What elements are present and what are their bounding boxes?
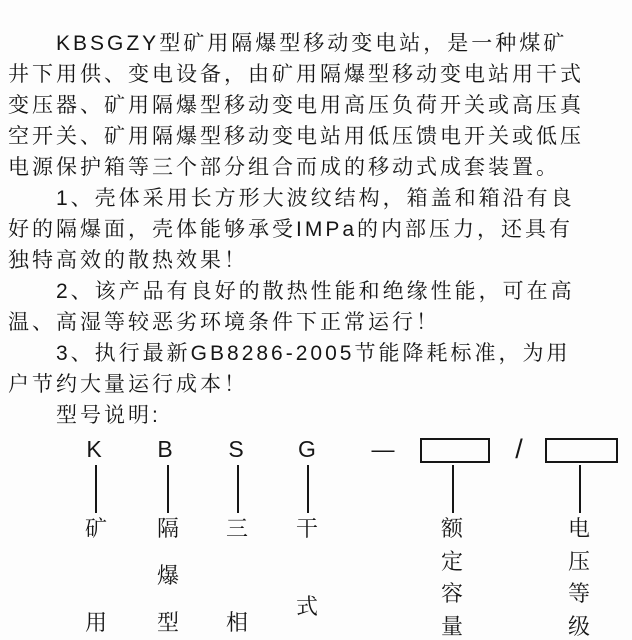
label-rated-capacity: 额 定 容 量	[440, 516, 463, 639]
text-line: 空开关、矿用隔爆型移动变电站用低压馈电开关或低压	[8, 125, 584, 148]
text-line: 变压器、矿用隔爆型移动变电用高压负荷开关或高压真	[8, 94, 584, 117]
model-letter-b: B	[157, 436, 173, 462]
label-voltage-grade: 电 压 等 级	[567, 516, 590, 639]
text-line: 户节约大量运行成本！	[8, 373, 248, 396]
rated-capacity-box	[420, 438, 490, 463]
connector-line-g	[307, 465, 309, 513]
connector-line-k	[95, 465, 97, 513]
connector-line-voltage	[579, 465, 581, 513]
model-letter-g: G	[298, 436, 316, 462]
model-separator-slash: /	[515, 434, 523, 464]
model-letter-s: S	[228, 436, 244, 462]
text-line: KBSGZY型矿用隔爆型移动变电站，是一种煤矿	[56, 32, 568, 55]
text-line: 3、执行最新GB8286-2005节能降耗标准，为用	[56, 342, 571, 365]
text-line: 1、壳体采用长方形大波纹结构，箱盖和箱沿有良	[56, 187, 575, 210]
text-line: 好的隔爆面，壳体能够承受IMPa的内部压力，还具有	[8, 218, 574, 241]
text-line: 电源保护箱等三个部分组合而成的移动式成套装置。	[8, 156, 560, 179]
text-line: 温、高湿等较恶劣环境条件下正常运行！	[8, 311, 440, 334]
model-separator-dash: —	[371, 436, 395, 462]
model-letter-k: K	[86, 436, 102, 462]
text-line: 型号说明:	[56, 404, 161, 427]
voltage-grade-box	[545, 438, 618, 463]
connector-line-s	[237, 465, 239, 513]
label-flameproof-type: 隔 爆 型	[156, 516, 179, 635]
label-dry-type: 干 式	[295, 516, 318, 619]
connector-line-capacity	[452, 465, 454, 513]
text-line: 井下用供、变电设备，由矿用隔爆型移动变电站用干式	[8, 63, 584, 86]
text-line: 独特高效的散热效果！	[8, 249, 248, 272]
label-three-phase: 三 相	[225, 516, 248, 635]
text-line: 2、该产品有良好的散热性能和绝缘性能，可在高	[56, 280, 575, 303]
connector-line-b	[167, 465, 169, 513]
label-mining-use: 矿 用	[84, 516, 107, 635]
